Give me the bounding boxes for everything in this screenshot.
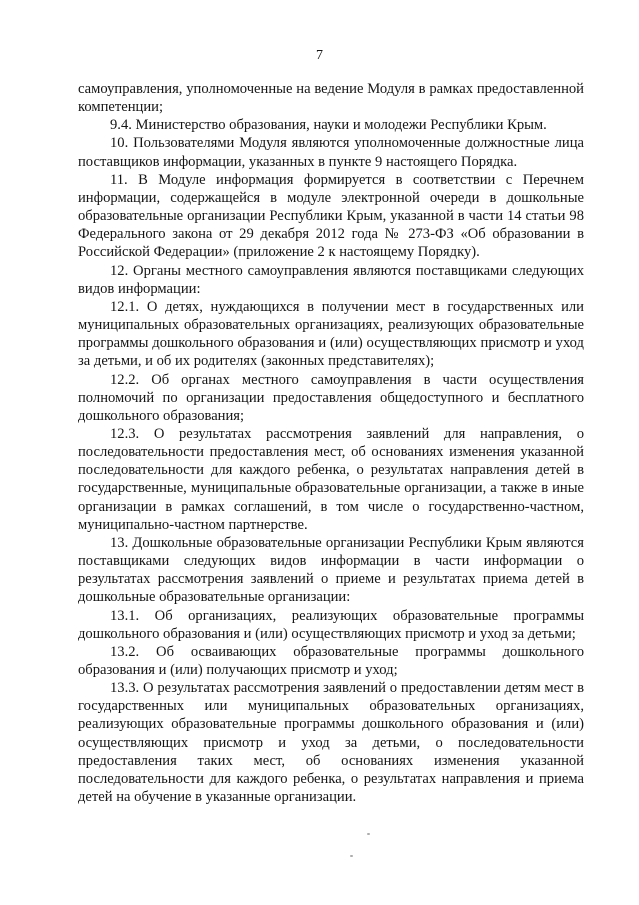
paragraph-p-11: 11. В Модуле информация формируется в соответствии с Перечнем информации, содержащейся в модуле электронной очереди в дошкольные образовательные организации Республики Крым, указанной в части 14 статьи 98 Федерального закона от 29 декабря 2012 года № 273-ФЗ «Об образовании в Российской Федерации» (приложение 2 к настоящему Порядку). xyxy=(78,171,584,261)
scan-artifact-dot xyxy=(350,855,353,857)
paragraph-p-10: 10. Пользователями Модуля являются уполномоченные должностные лица поставщиков информации, указанных в пункте 9 настоящего Порядка. xyxy=(78,135,584,170)
paragraph-p-13: 13. Дошкольные образовательные организации Республики Крым являются поставщиками следующих видов информации в части информации о результатах рассмотрения заявлений о приеме и результатах приема детей в дошкольные образовательные организации: xyxy=(78,534,584,606)
document-body xyxy=(78,80,584,806)
paragraph-p-13-3: 13.3. О результатах рассмотрения заявлений о предоставлении детям мест в государственных или муниципальных образовательных организациях, реализующих образовательные программы дошкольного образования и (или) осуществляющих присмотр и уход за детьми, о последовательности предоставления таких мест, об основаниях изменения указанной последовательности для каждого ребенка, о результатах направления и приема детей на обучение в указанные организации. xyxy=(78,680,584,806)
paragraph-p-12-3: 12.3. О результатах рассмотрения заявлений для направления, о последовательности предоставления мест, об основаниях изменения указанной последовательности для каждого ребенка, о результатах направления детей в государственные, муниципальные образовательные организации, а также в иные организации в рамках соглашений, в том числе о государственно-частном, муниципально-частном партнерстве. xyxy=(78,425,584,533)
paragraph-p-12-1: 12.1. О детях, нуждающихся в получении мест в государственных или муниципальных образовательных организациях, реализующих образовательные программы дошкольного образования и (или) осуществляющих присмотр и уход за детьми, и об их родителях (законных представителях); xyxy=(78,298,584,370)
paragraph-p-12: 12. Органы местного самоуправления являются поставщиками следующих видов информации: xyxy=(78,262,584,297)
paragraph-p-13-1: 13.1. Об организациях, реализующих образовательные программы дошкольного образования и (или) осуществляющих присмотр и уход за детьми; xyxy=(78,607,584,642)
paragraph-p-13-2: 13.2. Об осваивающих образовательные программы дошкольного образования и (или) получающих присмотр и уход; xyxy=(78,643,584,678)
paragraph-p-9-4: 9.4. Министерство образования, науки и молодежи Республики Крым. xyxy=(110,117,547,134)
page-number: 7 xyxy=(316,48,323,63)
paragraph-p-12-2: 12.2. Об органах местного самоуправления в части осуществления полномочий по организации предоставления общедоступного и бесплатного дошкольного образования; xyxy=(78,371,584,424)
paragraph-p-cont-9-3: самоуправления, уполномоченные на ведение Модуля в рамках предоставленной компетенции; xyxy=(78,81,584,116)
scan-artifact-dot xyxy=(367,833,370,835)
